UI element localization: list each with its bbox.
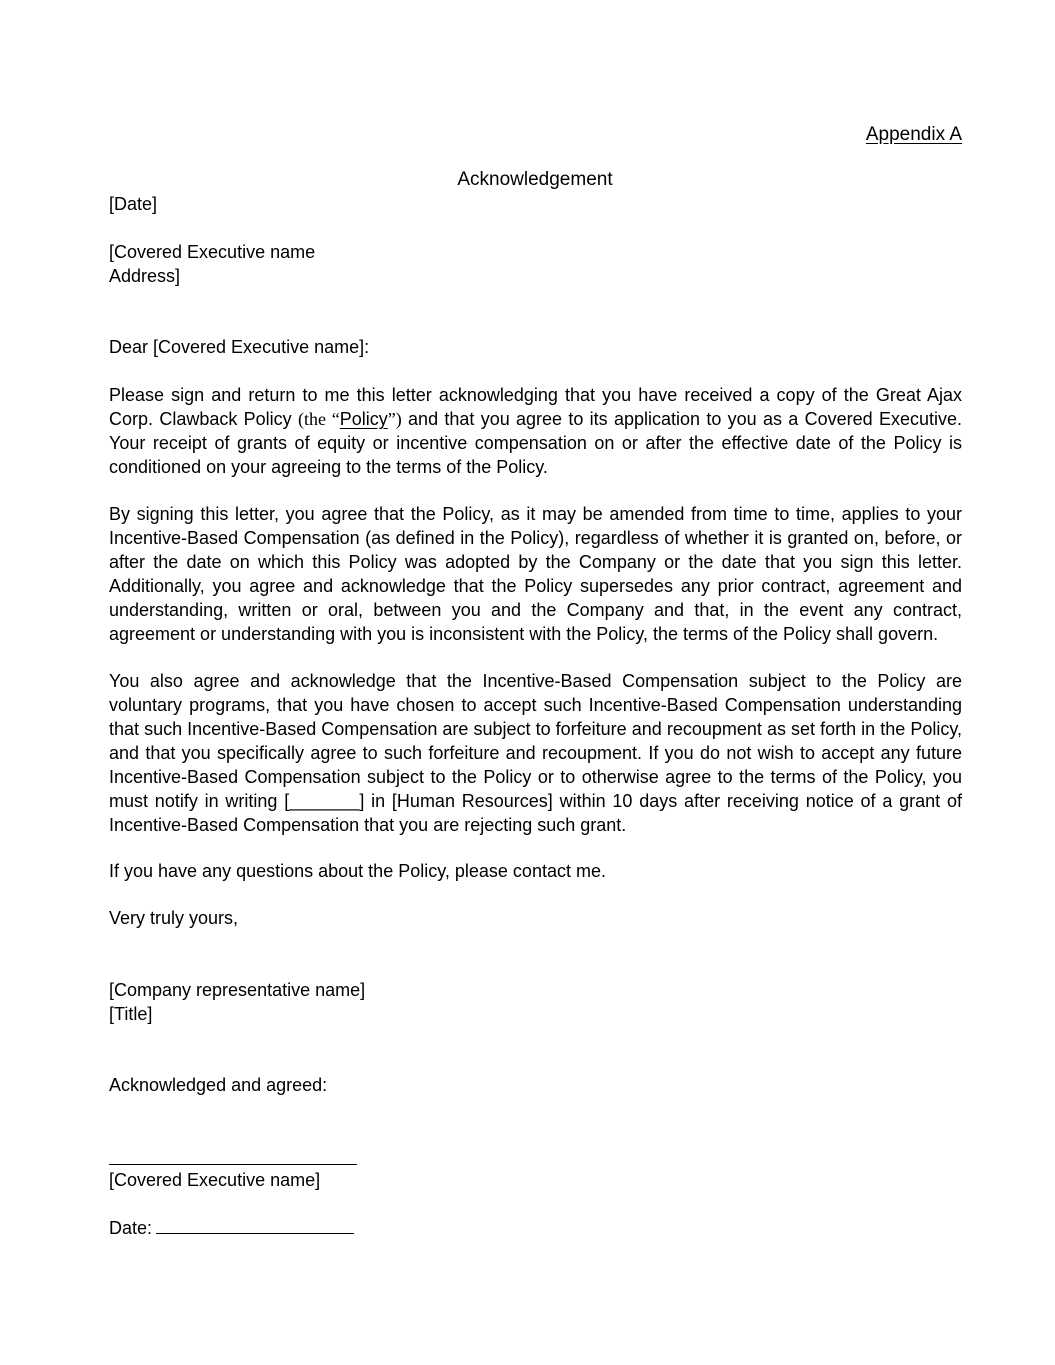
- representative-title: [Title]: [109, 1004, 153, 1024]
- signer-name: [Covered Executive name]: [109, 1170, 321, 1190]
- paragraph-2: By signing this letter, you agree that the Policy, as it may be amended from time to time, applies to your Incentive-Based Compensation (as defined in the Policy), regardless of whether it is granted on, before, or after the date on which this Policy was adopted by the Company or the date that you sign this letter. Additionally, you agree and acknowledge that the Policy supersedes any prior contract, agreement and understanding, written or oral, between you and the Company and that, in the event any contract, agreement or understanding with you is inconsistent with the Policy, the terms of the Policy shall govern.: [109, 504, 962, 644]
- closing: Very truly yours,: [109, 908, 239, 928]
- signature-line: [109, 1164, 357, 1165]
- defined-term-close: ”): [387, 409, 402, 429]
- paragraph-3: You also agree and acknowledge that the Incentive-Based Compensation subject to the Policy are voluntary programs, that you have chosen to accept such Incentive-Based Compensation understanding that such Incentive-Based Compensation are subject to forfeiture and recoupment as set forth in the Policy, and that you specifically agree to such forfeiture and recoupment. If you do not wish to accept any future Incentive-Based Compensation subject to the Policy or to otherwise agree to the terms of the Policy, you must notify in writing [_______] in [Human Resources] within 10 days after receiving notice of a grant of Incentive-Based Compensation that you are rejecting such grant.: [109, 671, 962, 835]
- date-placeholder: [Date]: [109, 194, 158, 214]
- document-title: Acknowledgement: [457, 169, 613, 190]
- paragraph-1-part1: Please sign and return to me this letter acknowledging that you have received a copy of the Great Ajax Corp. Clawback Policy: [109, 385, 962, 429]
- recipient-block: [109, 240, 962, 288]
- paragraph-4: If you have any questions about the Policy, please contact me.: [109, 861, 606, 881]
- salutation: Dear [Covered Executive name]:: [109, 337, 370, 357]
- recipient-name: [Covered Executive name: [109, 242, 316, 262]
- date-line: [156, 1232, 354, 1234]
- acknowledged-label: Acknowledged and agreed:: [109, 1075, 328, 1095]
- representative-name: [Company representative name]: [109, 980, 366, 1000]
- date-label: Date:: [109, 1218, 153, 1238]
- paragraph-1-part2: and that you agree to its application to you as a Covered Executive. Your receipt of grants of equity or incentive compensation on or after the effective date of the Policy is conditioned on your agreeing to the terms of the Policy.: [109, 409, 962, 477]
- paragraph-1: [109, 383, 962, 479]
- defined-term-open: (the “: [297, 409, 340, 429]
- recipient-address: Address]: [109, 266, 181, 286]
- defined-term-policy: Policy: [339, 409, 388, 429]
- representative-block: [109, 978, 962, 1026]
- date-row: [109, 1216, 962, 1240]
- appendix-label: Appendix A: [865, 124, 962, 145]
